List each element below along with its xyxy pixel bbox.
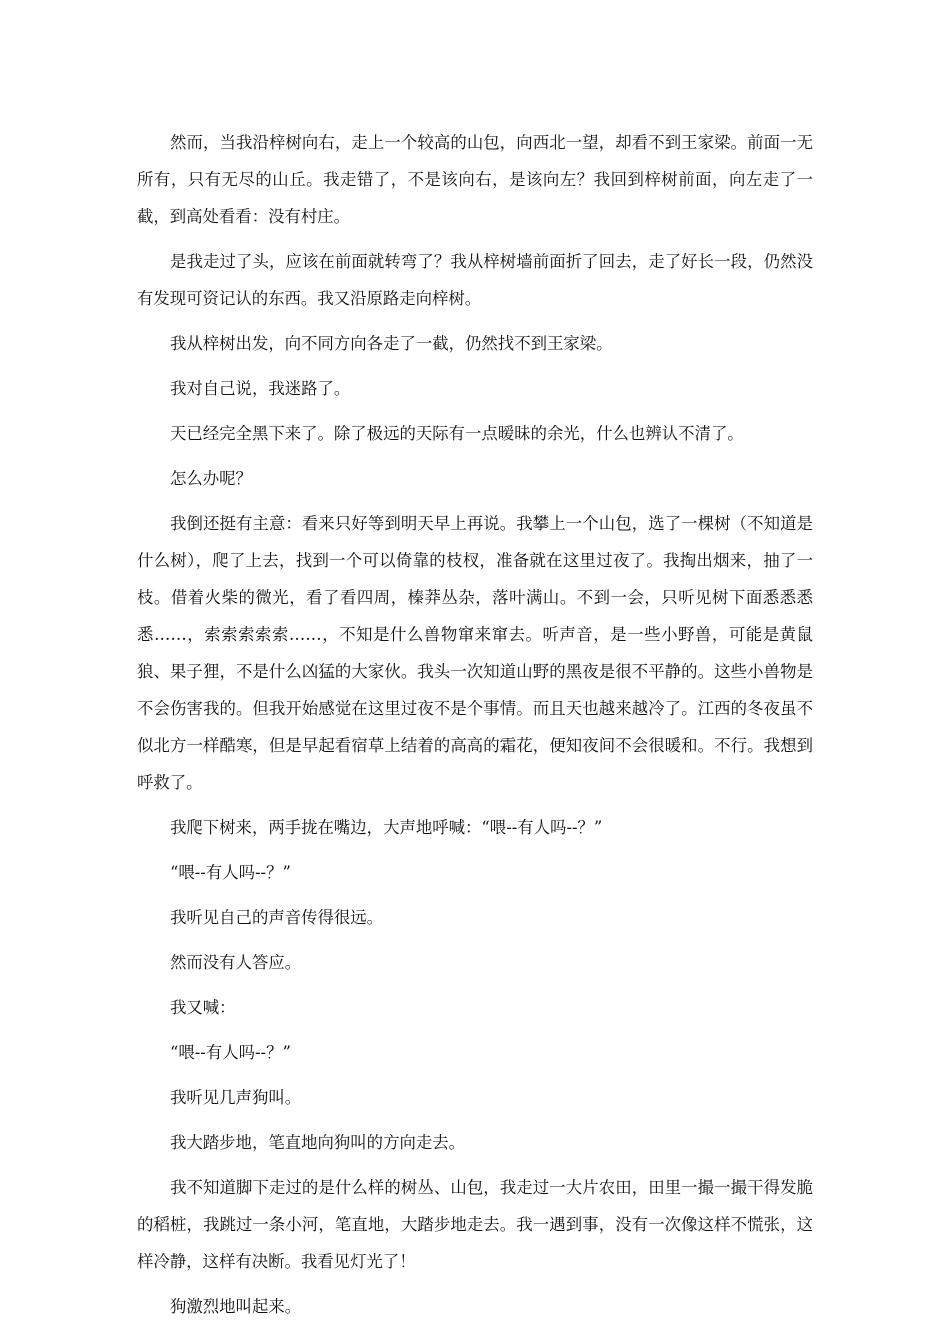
paragraph-16: 我不知道脚下走过的是什么样的树丛、山包，我走过一大片农田，田里一撮一撮干得发脆的稻桩，我跳过一条小河，笔直地，大踏步地走去。我一遇到事，没有一次像这样不慌张，这样冷静，这样有决断。我看见灯光了！ [137, 1178, 813, 1271]
paragraph-3: 我从梓树出发，向不同方向各走了一截，仍然找不到王家梁。 [170, 334, 613, 353]
paragraph-8: 我爬下树来，两手拢在嘴边，大声地呼喊：“喂--有人吗--？” [170, 818, 603, 837]
paragraph-9: “喂--有人吗--？” [170, 863, 291, 882]
paragraph-14: 我听见几声狗叫。 [170, 1088, 302, 1107]
paragraph-11: 然而没有人答应。 [170, 953, 302, 972]
paragraph-2: 是我走过了头，应该在前面就转弯了？我从梓树墙前面折了回去，走了好长一段，仍然没有发现可资记认的东西。我又沿原路走向梓树。 [137, 252, 813, 308]
paragraph-15: 我大踏步地，笔直地向狗叫的方向走去。 [170, 1133, 466, 1152]
paragraph-12: 我又喊： [170, 998, 236, 1017]
document-body [137, 124, 813, 1333]
paragraph-1: 然而，当我沿梓树向右，走上一个较高的山包，向西北一望，却看不到王家梁。前面一无所有，只有无尽的山丘。我走错了，不是该向右，是该向左？我回到梓树前面，向左走了一截，到高处看看：没有村庄。 [137, 133, 813, 226]
paragraph-13: “喂--有人吗--？” [170, 1043, 291, 1062]
paragraph-7: 我倒还挺有主意：看来只好等到明天早上再说。我攀上一个山包，选了一棵树（不知道是什么树），爬了上去，找到一个可以倚靠的枝杈，准备就在这里过夜了。我掏出烟来，抽了一枝。借着火柴的微光，看了看四周，榛莽丛杂，落叶满山。不到一会，只听见树下面悉悉悉悉……，索索索索索……，不知是什么兽物窜来窜去。听声音，是一些小野兽，可能是黄鼠狼、果子狸，不是什么凶猛的大家伙。我头一次知道山野的黑夜是很不平静的。这些小兽物是不会伤害我的。但我开始感觉在这里过夜不是个事情。而且天也越来越冷了。江西的冬夜虽不似北方一样酷寒，但是早起看宿草上结着的高高的霜花，便知夜间不会很暖和。不行。我想到呼救了。 [137, 514, 813, 792]
paragraph-17: 狗激烈地叫起来。 [170, 1297, 302, 1316]
paragraph-4: 我对自己说，我迷路了。 [170, 379, 351, 398]
paragraph-10: 我听见自己的声音传得很远。 [170, 908, 384, 927]
paragraph-5: 天已经完全黑下来了。除了极远的天际有一点暧昧的余光，什么也辨认不清了。 [170, 424, 744, 443]
paragraph-6: 怎么办呢？ [170, 469, 252, 488]
